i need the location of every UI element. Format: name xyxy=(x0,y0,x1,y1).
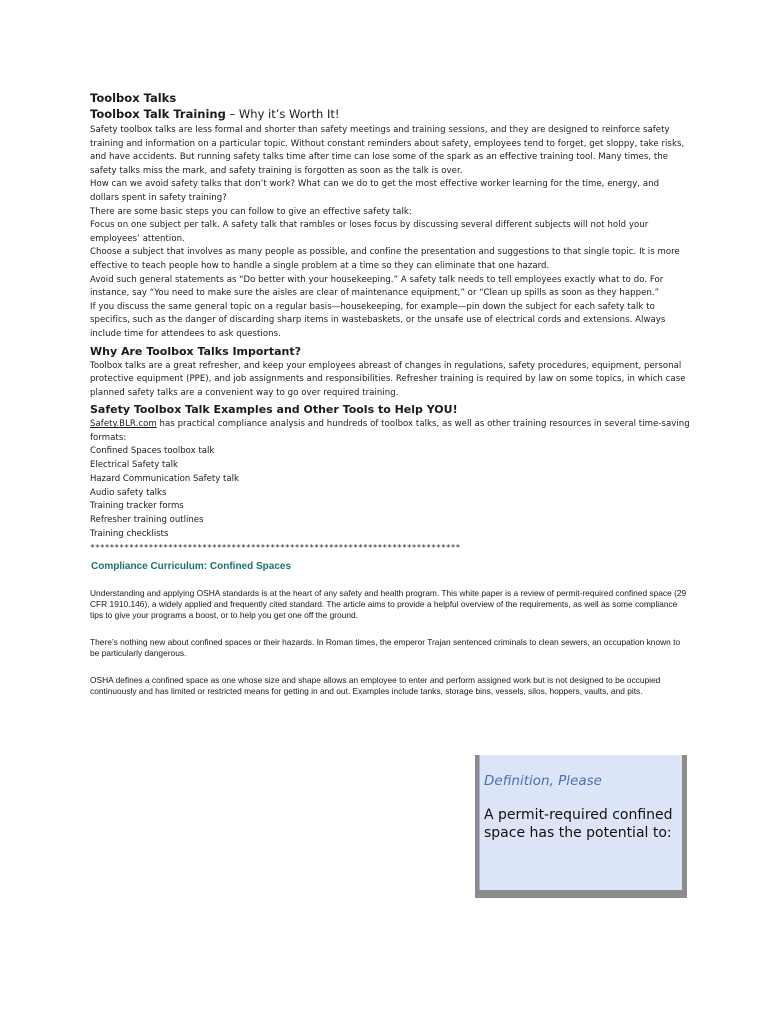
doc-subtitle xyxy=(90,106,690,122)
doc-subtitle-rest: – Why it’s Worth It! xyxy=(225,107,340,121)
paragraph-blr xyxy=(90,418,690,445)
paragraph-avoid-general: Avoid such general statements as “Do better with your housekeeping.” A safety talk needs to tell employees exactly what to do. For instance, say “You need to make sure the aisles are clear of maintenance equipment,” or “Clean up spills as soon as they happen.” xyxy=(90,274,664,299)
definition-sidebar-panel xyxy=(479,755,682,890)
formats-list xyxy=(90,445,690,541)
paragraph-focus: Focus on one subject per talk. A safety talk that rambles or loses focus by discussing several different subjects will not hold your employees’ attention. xyxy=(90,220,649,244)
curriculum-paragraph-definition: OSHA defines a confined space as one whose size and shape allows an employee to enter and perform assigned work but is not designed to be occupied continuously and has limited or restricted means for getting in and out. Examples include tanks, storage bins, vessels, silos, hoppers, vaults, and pits. xyxy=(90,675,661,696)
paragraph-steps-intro: There are some basic steps you can follow to give an effective safety talk: xyxy=(90,206,412,217)
list-item: Training tracker forms xyxy=(90,501,184,512)
curriculum-paragraph-standards: Understanding and applying OSHA standards is at the heart of any safety and health program. This white paper is a review of permit-required confined space (29 CFR 1910.146), a widely applied and frequently cited standard. The article aims to provide a helpful overview of the requirements, as well as some compliance tips to give your programs a boost, or to help you get one off the ground. xyxy=(90,588,687,620)
list-item: Confined Spaces toolbox talk xyxy=(90,446,215,457)
definition-sidebar xyxy=(475,755,687,898)
heading-examples: Safety Toolbox Talk Examples and Other Tools to Help YOU! xyxy=(90,403,458,417)
paragraph-specifics: If you discuss the same general topic on a regular basis—housekeeping, for example—pin down the subject for each safety talk to specifics, such as the danger of discarding sharp items in wastebaskets, or the unsafe use of electrical cords and extensions. Always include time for attendees to ask questions. xyxy=(90,301,666,339)
paragraph-refresher: Toolbox talks are a great refresher, and keep your employees abreast of changes in regulations, safety procedures, equipment, personal protective equipment (PPE), and job assignments and responsibilities. Refresher training is required by law on some topics, in which case planned safety talks are a convenient way to go over required training. xyxy=(90,360,686,398)
heading-why-important: Why Are Toolbox Talks Important? xyxy=(90,344,302,358)
sidebar-text: A permit-required confined space has the potential to: xyxy=(484,807,673,841)
paragraph-choose-subject: Choose a subject that involves as many people as possible, and confine the presentation and suggestions to that single topic. It is more effective to teach people how to handle a single problem at a time so they can eliminate that one hazard. xyxy=(90,247,680,271)
safety-blr-link[interactable]: Safety.BLR.com xyxy=(90,419,157,430)
doc-subtitle-main: Toolbox Talk Training xyxy=(90,107,226,121)
document-page xyxy=(90,90,690,697)
curriculum-title: Compliance Curriculum: Confined Spaces xyxy=(91,561,292,573)
list-item: Electrical Safety talk xyxy=(90,460,178,471)
asterisk-divider: **************************************************************************** xyxy=(90,542,461,553)
sidebar-title: Definition, Please xyxy=(484,773,602,789)
paragraph-intro: Safety toolbox talks are less formal and shorter than safety meetings and training sessions, and they are designed to reinforce safety training and information on a particular topic. Without constant reminders about safety, employees tend to forget, get sloppy, take risks, and have accidents. But running safety talks time after time can lose some of the spark as an effective training tool. Many times, the safety talks miss the mark, and safety training is forgotten as soon as the talk is over. xyxy=(90,125,685,176)
list-item: Hazard Communication Safety talk xyxy=(90,473,239,484)
list-item: Training checklists xyxy=(90,528,169,539)
list-item: Refresher training outlines xyxy=(90,514,204,525)
curriculum-paragraph-history: There’s nothing new about confined spaces or their hazards. In Roman times, the emperor Trajan sentenced criminals to clean sewers, an occupation known to be particularly dangerous. xyxy=(90,637,681,658)
paragraph-question: How can we avoid safety talks that don’t work? What can we do to get the most effective worker learning for the time, energy, and dollars spent in safety training? xyxy=(90,179,660,203)
doc-title: Toolbox Talks xyxy=(90,91,177,105)
list-item: Audio safety talks xyxy=(90,487,167,498)
paragraph-blr-rest: has practical compliance analysis and hundreds of toolbox talks, as well as other training resources in several time-saving formats: xyxy=(90,419,690,443)
